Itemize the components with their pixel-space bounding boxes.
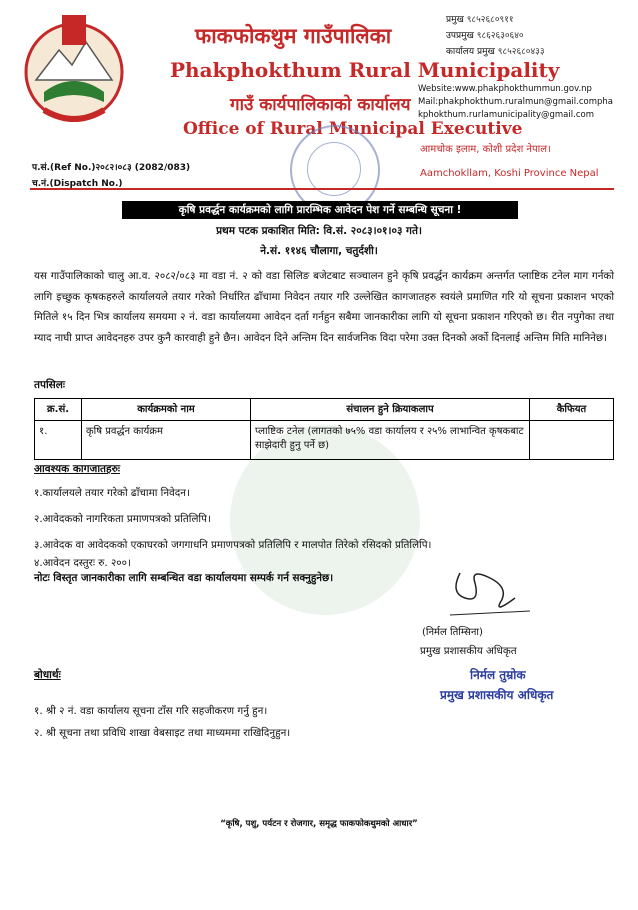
document-item: २.आवेदकको नागरिकता प्रमाणपत्रको प्रतिलिपि। — [34, 513, 211, 525]
nepal-sambat-date: ने.सं. ११४६ चौलागा, चतुर्दशी। — [260, 245, 378, 257]
cell-activity: प्लाष्टिक टनेल (लागतको ७५% वडा कार्यालय र २५% लाभान्वित कृषकबाट साझेदारी हुनु पर्ने छ) — [251, 421, 530, 460]
documents-heading: आवश्यक कागजातहरुः — [34, 463, 121, 475]
program-table — [34, 398, 614, 460]
office-name-np: गाउँ कार्यपालिकाको कार्यालय — [230, 95, 411, 115]
contact-row: प्रमुख ९८५२६८०९११ — [446, 15, 514, 25]
cc-item: १. श्री २ नं. वडा कार्यालय सूचना टाँस गरि सहजीकरण गर्नु हुन। — [34, 705, 268, 717]
cc-heading: बोधार्थः — [34, 669, 61, 681]
handwritten-signature — [440, 563, 540, 623]
nepal-emblem-logo — [14, 10, 134, 130]
contact-numbers — [446, 12, 545, 60]
header-divider — [30, 188, 614, 190]
document-item: ३.आवेदक वा आवेदकको एकाघरको जगगाधनि प्रमाणपत्रको प्रतिलिपि र मालपोत तिरेको रसिदको प्रतिलिपि। — [34, 539, 432, 551]
col-header-activity: संचालन हुने क्रियाकलाप — [251, 399, 530, 421]
cell-remarks — [530, 421, 614, 460]
cell-sn: १. — [35, 421, 82, 460]
table-header-row — [35, 399, 614, 421]
ref-no: प.सं.(Ref No.)२०८२।०८३ (2082/083) — [32, 163, 191, 173]
stamp-title: प्रमुख प्रशासकीय अधिकृत — [440, 688, 554, 702]
details-heading: तपसिलः — [34, 379, 66, 391]
table-row — [35, 421, 614, 460]
col-header-sn: क्र.सं. — [35, 399, 82, 421]
document-item: १.कार्यालयले तयार गरेको ढाँचामा निवेदन। — [34, 487, 190, 499]
website-link[interactable]: Website:www.phakphokthummun.gov.np — [418, 84, 592, 94]
dispatch-no: च.नं.(Dispatch No.) — [32, 179, 123, 189]
municipality-name-np: फाकफोकथुम गाउँपालिका — [195, 23, 392, 48]
footer-slogan: “कृषि, पशु, पर्यटन र रोजगार, समृद्ध फाकफोकथुमको आधार” — [220, 819, 418, 829]
email-link-2[interactable]: kphokthum.rurlamunicipality@gmail.com — [418, 110, 594, 120]
notice-subject: कृषि प्रवर्द्धन कार्यक्रमको लागि प्रारम्भिक आवेदन पेश गर्ने सम्बन्धि सूचना ! — [122, 201, 518, 219]
cc-item: २. श्री सूचना तथा प्रविधि शाखा वेबसाइट तथा माध्यममा राखिदिनुहुन। — [34, 727, 291, 739]
municipality-name-en: Phakphokthum Rural Municipality — [170, 58, 560, 82]
signatory-title: प्रमुख प्रशासकीय अधिकृत — [420, 645, 517, 657]
stamp-name: निर्मल तुम्रोक — [470, 668, 526, 682]
web-email-info — [418, 83, 613, 122]
cell-program: कृषि प्रवर्द्धन कार्यक्रम — [82, 421, 251, 460]
contact-row: कार्यालय प्रमुख ९८५२६८०४३३ — [446, 47, 545, 57]
note: नोटः विस्तृत जानकारीका लागि सम्बन्धित वडा कार्यालयमा सम्पर्क गर्न सक्नुहुनेछ। — [34, 572, 334, 584]
email-link[interactable]: Mail:phakphokthum.ruralmun@gmail.compha — [418, 97, 613, 107]
document-item: ४.आवेदन दस्तुरः रु. २००। — [34, 557, 131, 569]
published-date: प्रथम पटक प्रकाशित मिति: वि.सं. २०८३।०१।०३ गते। — [216, 225, 422, 237]
address: आमचोक इलाम, कोशी प्रदेश नेपाल। Aamchokllam, Koshi Province Nepal — [420, 144, 599, 179]
col-header-program: कार्यक्रमको नाम — [82, 399, 251, 421]
notice-paragraph: यस गाउँपालिकाको चालु आ.व. २०८२/०८३ मा वडा नं. २ को वडा सिलिङ बजेटबाट सञ्चालन हुने कृषि प्रवर्द्धन कार्यक्रम अन्तर्गत प्लाष्टिक टनेल माग गर्नको लागि इच्छुक कृषकहरुले कार्यालयले तयार गरेको निर्धारित ढाँचामा निवेदन तयार गरि उल्लेखित कागजातहरु स्वयंले प्रमाणित गरि यो सूचना प्रकाशन भएको मितिले १५ दिन भित्र कार्यालय समयमा २ नं. वडा कार्यालयमा आवेदन दर्ता गर्नहुन सबैमा जानकारीका लागि यो सूचना प्रकाशन गरिएको छ। रीत नपुगेका तथा म्याद नाघी प्राप्त आवेदनहरु उपर कुनै कारवाही हुने छैन। आवेदन दिने अन्तिम दिन सार्वजनिक विदा परेमा उक्त दिनको अर्को दिनलाई अन्तिम मिति मानिनेछ। — [34, 270, 614, 344]
contact-row: उपप्रमुख ९८६२६३०६४० — [446, 31, 524, 41]
col-header-remarks: कैफियत — [530, 399, 614, 421]
office-name-en: Office of Rural Municipal Executive — [183, 119, 523, 139]
signatory-name: (निर्मल तिम्सिना) — [422, 627, 483, 638]
